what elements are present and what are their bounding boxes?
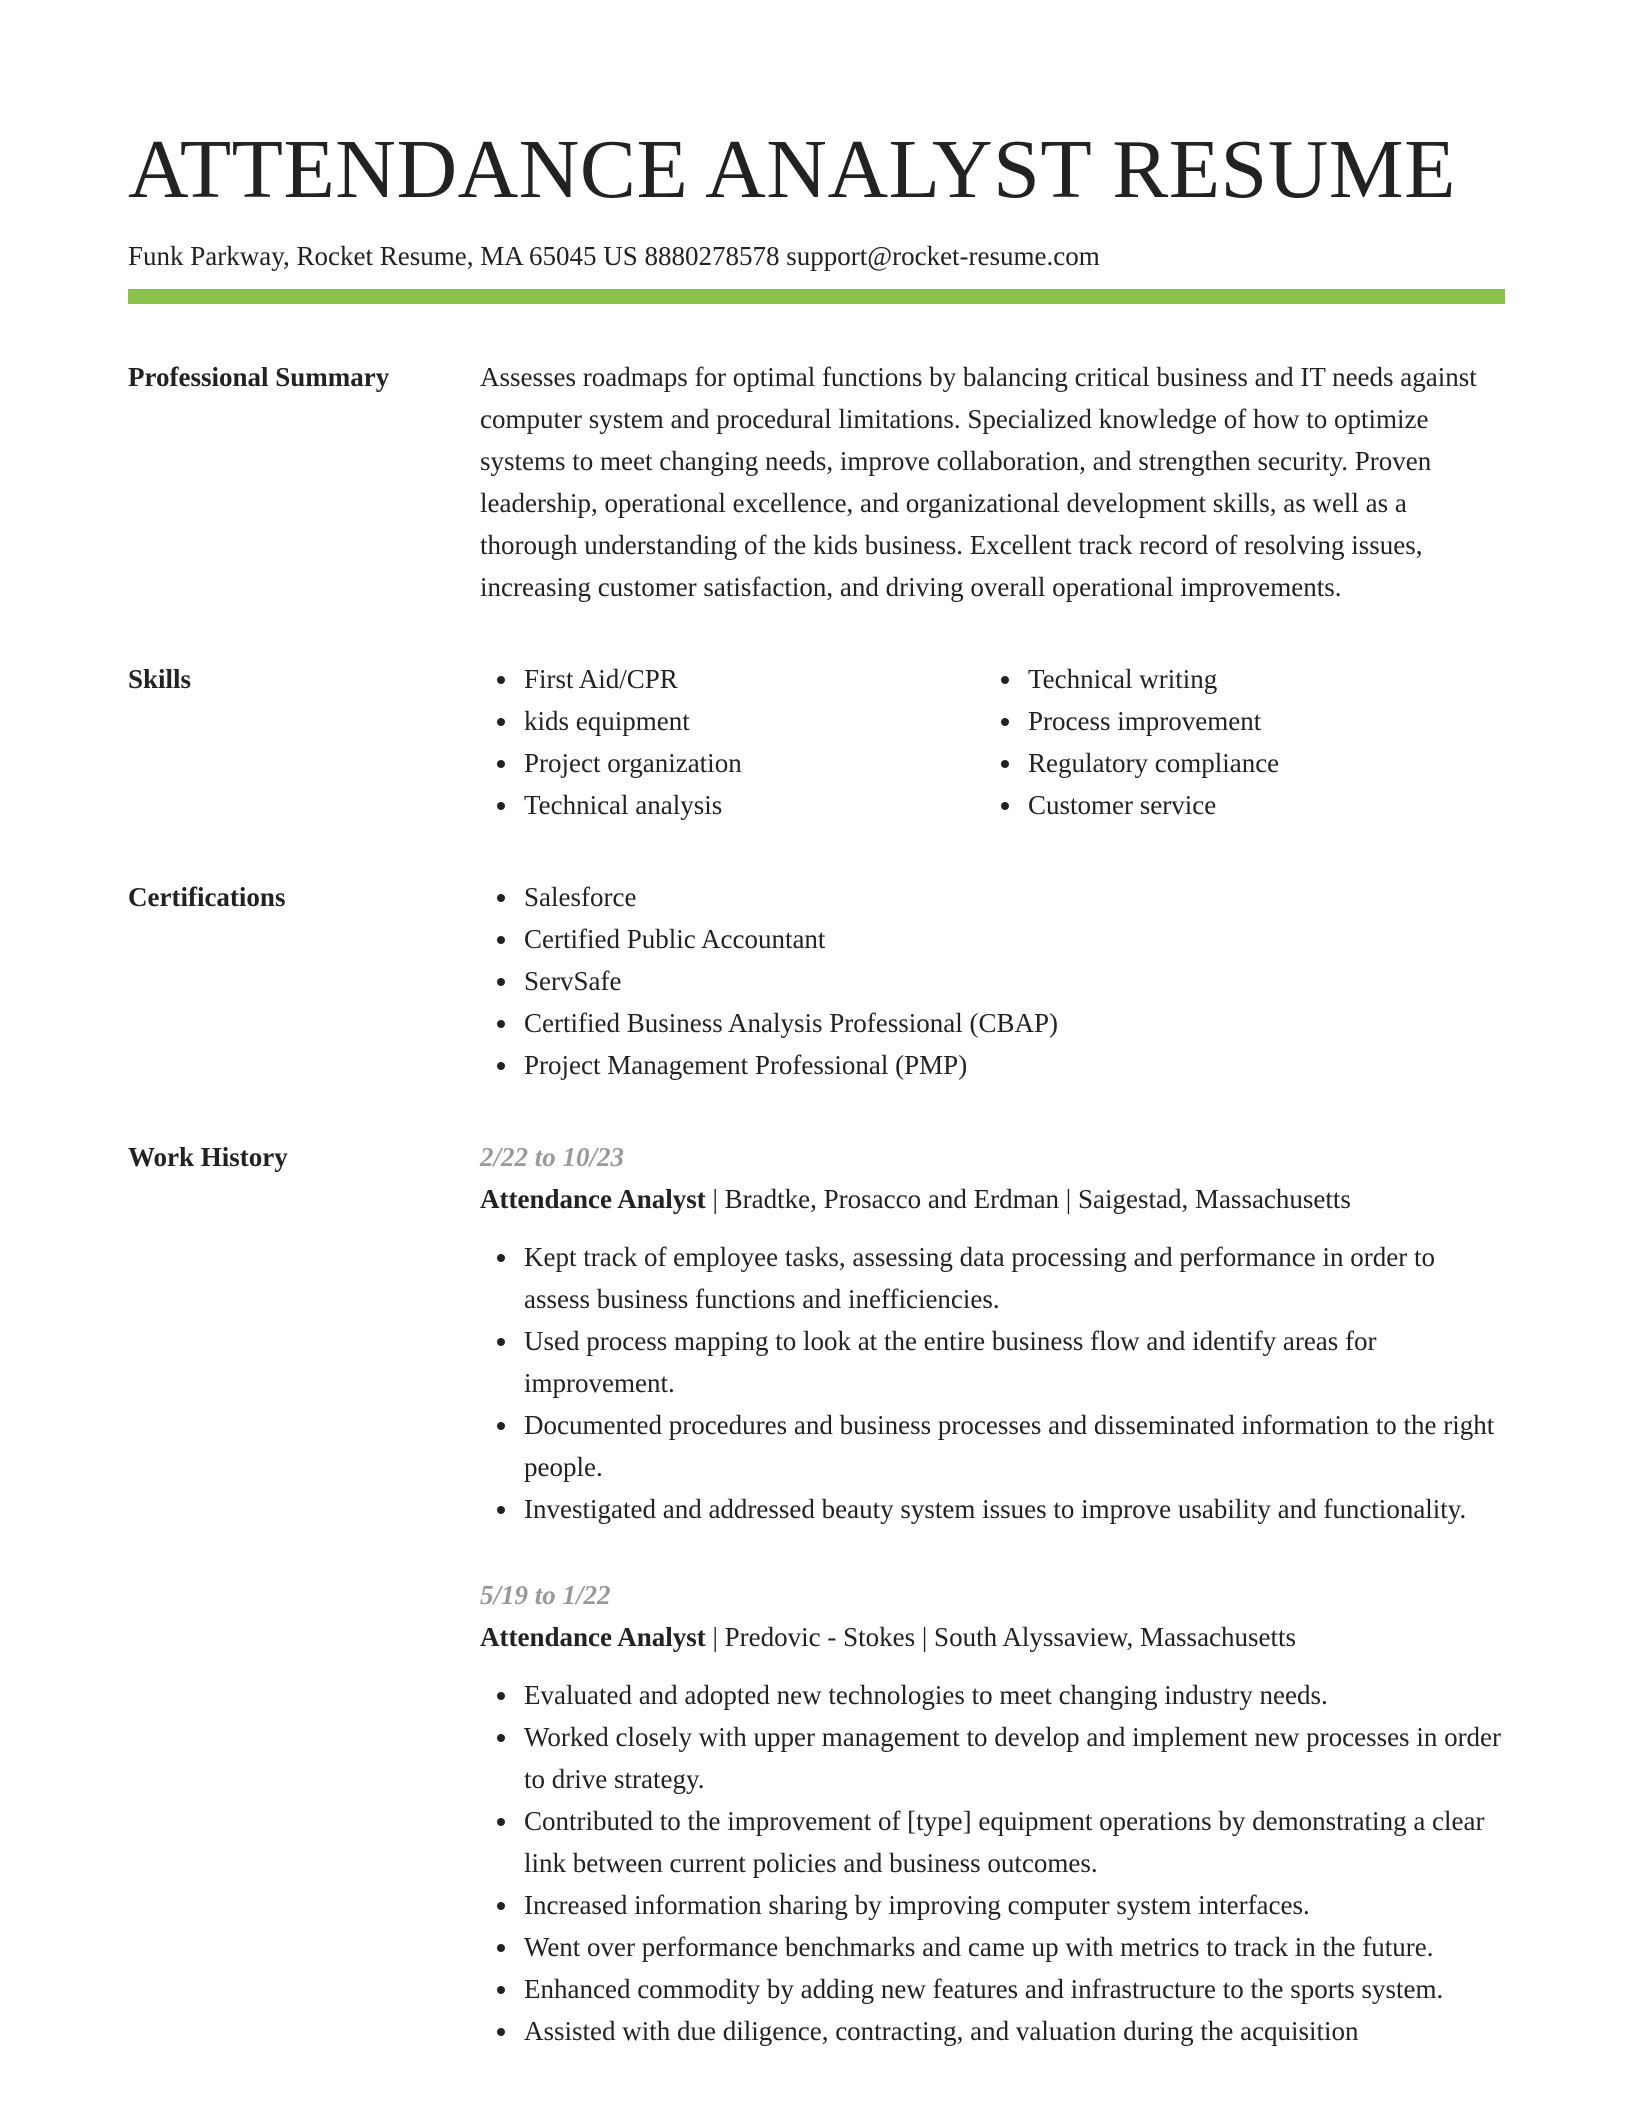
list-item: Documented procedures and business processes and disseminated information to the right people. <box>480 1404 1505 1488</box>
summary-text: Assesses roadmaps for optimal functions by balancing critical business and IT needs against computer system and procedural limitations. Specialized knowledge of how to optimize systems to meet changing needs, improve collaboration, and strengthen security. Proven leadership, operational excellence, and organizational development skills, as well as a thorough understanding of the kids business. Excellent track record of resolving issues, increasing customer satisfaction, and driving overall operational improvements. <box>480 362 1477 602</box>
work-history-body <box>480 1136 1505 2096</box>
job-bullets <box>480 1236 1505 1530</box>
section-professional-summary <box>128 356 1505 608</box>
list-item: Assisted with due diligence, contracting, and valuation during the acquisition <box>480 2010 1505 2052</box>
resume-title: ATTENDANCE ANALYST RESUME <box>128 123 1456 216</box>
job-heading <box>480 1616 1505 1658</box>
section-label: Certifications <box>128 882 286 912</box>
section-label: Professional Summary <box>128 362 390 392</box>
list-item: Evaluated and adopted new technologies to meet changing industry needs. <box>480 1674 1505 1716</box>
list-item: Technical analysis <box>480 784 984 826</box>
list-item: Contributed to the improvement of [type] equipment operations by demonstrating a clear link between current policies and business outcomes. <box>480 1800 1505 1884</box>
section-certifications <box>128 876 1505 1086</box>
list-item: Process improvement <box>984 700 1488 742</box>
job-dates: 2/22 to 10/23 <box>480 1142 625 1172</box>
list-item: Investigated and addressed beauty system issues to improve usability and functionality. <box>480 1488 1505 1530</box>
list-item: ServSafe <box>480 960 1505 1002</box>
contact-line: Funk Parkway, Rocket Resume, MA 65045 US 8880278578 support@rocket-resume.com <box>128 241 1100 271</box>
certifications-body <box>480 876 1505 1086</box>
job-dates: 5/19 to 1/22 <box>480 1580 611 1610</box>
list-item: Certified Public Accountant <box>480 918 1505 960</box>
section-skills <box>128 658 1505 826</box>
job-entry <box>480 1136 1505 1530</box>
skills-grid <box>480 658 1505 826</box>
job-entry <box>480 1574 1505 2052</box>
job-details: | Bradtke, Prosacco and Erdman | Saigestad, Massachusetts <box>705 1184 1351 1214</box>
list-item: Certified Business Analysis Professional (CBAP) <box>480 1002 1505 1044</box>
list-item: Project organization <box>480 742 984 784</box>
list-item: Regulatory compliance <box>984 742 1488 784</box>
accent-divider <box>128 289 1505 304</box>
list-item: kids equipment <box>480 700 984 742</box>
list-item: Enhanced commodity by adding new features and infrastructure to the sports system. <box>480 1968 1505 2010</box>
skills-column-left <box>480 658 984 826</box>
list-item: Project Management Professional (PMP) <box>480 1044 1505 1086</box>
list-item: Increased information sharing by improving computer system interfaces. <box>480 1884 1505 1926</box>
list-item: Kept track of employee tasks, assessing data processing and performance in order to assess business functions and inefficiencies. <box>480 1236 1505 1320</box>
list-item: Salesforce <box>480 876 1505 918</box>
resume-page <box>128 120 1505 2096</box>
list-item: Customer service <box>984 784 1488 826</box>
certifications-list <box>480 876 1505 1086</box>
section-label: Skills <box>128 664 192 694</box>
list-item: Went over performance benchmarks and came up with metrics to track in the future. <box>480 1926 1505 1968</box>
list-item: First Aid/CPR <box>480 658 984 700</box>
list-item: Used process mapping to look at the entire business flow and identify areas for improvement. <box>480 1320 1505 1404</box>
skills-column-right <box>984 658 1488 826</box>
section-work-history <box>128 1136 1505 2096</box>
job-bullets <box>480 1674 1505 2052</box>
section-label: Work History <box>128 1142 288 1172</box>
job-heading <box>480 1178 1505 1220</box>
job-role: Attendance Analyst <box>480 1184 706 1214</box>
list-item: Technical writing <box>984 658 1488 700</box>
list-item: Worked closely with upper management to develop and implement new processes in order to drive strategy. <box>480 1716 1505 1800</box>
job-role: Attendance Analyst <box>480 1622 706 1652</box>
job-details: | Predovic - Stokes | South Alyssaview, Massachusetts <box>705 1622 1297 1652</box>
